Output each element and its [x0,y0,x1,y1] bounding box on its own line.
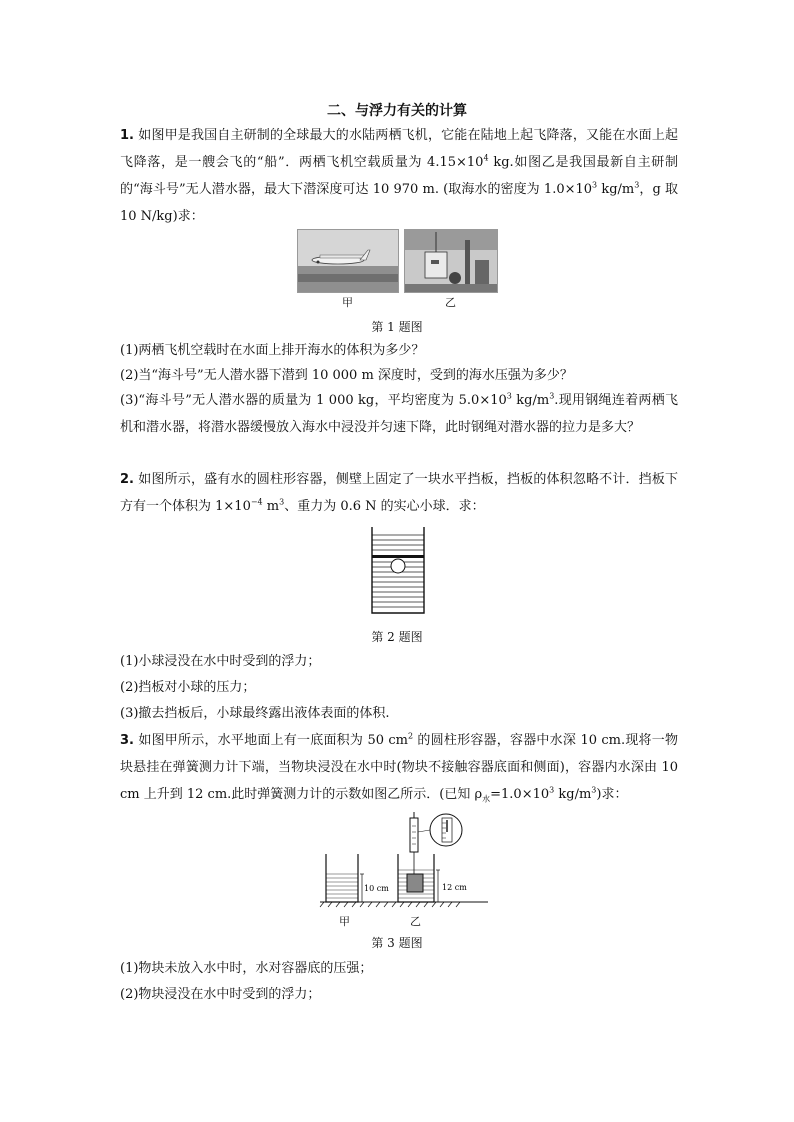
q1-caption: 第 1 题图 [371,320,423,334]
q3-number: 3. [120,733,134,748]
q3-label-yi: 乙 [410,915,421,928]
q3-label-12cm: 12 cm [442,883,467,892]
q1-sub1: (1)两栖飞机空载时在水面上排开海水的体积为多少？ [120,343,425,358]
section-title: 二、与浮力有关的计算 [327,103,467,119]
q3-sub2: (2)物块浸没在水中时受到的浮力； [120,987,321,1002]
submersible-photo [404,229,498,293]
q2-sub2: (2)挡板对小球的压力； [120,680,256,695]
q3-stem: 3. 如图甲所示，水平地面上有一底面积为 50 $cm^2$ 的圆柱形容器，容器中水深 10 cm.现将一物块悬挂在弹簧测力计下端，当物块浸没在水中时(物块不接触容器底面和侧面)，容器内水深由 10 cm 上升到 12 cm.此时弹簧测力计的示数如图乙所示．(已知 $\rho_水=1.0\times 10^3$ $kg/m^3$)求： [120,731,678,804]
q1-sub3: (3)“海斗号”无人潜水器的质量为 1 000 kg，平均密度为 $5.0\times 10^3$ $kg/m^3$.现用钢绳连着两栖飞机和潜水器，将潜水器缓慢放入海水中浸没并匀速下降，此时钢绳对潜水器的拉力是多大？ [120,391,678,435]
q3-caption: 第 3 题图 [371,936,423,950]
q3-label-10cm: 10 cm [364,884,389,893]
q3-sub1: (1)物块未放入水中时，水对容器底的压强； [120,961,373,976]
amphibious-plane-image [298,230,398,292]
q3-figure [318,812,494,912]
q2-caption: 第 2 题图 [371,630,423,644]
q2-sub3: (3)撤去挡板后，小球最终露出液体表面的体积. [120,706,390,721]
q1-stem: 1. 如图甲是我国自主研制的全球最大的水陆两栖飞机，它能在陆地上起飞降落，又能在水面上起飞降落，是一艘会飞的“船”．两栖飞机空载质量为 $4.15\times 10^4$ kg.如图乙是我国最新自主研制的“海斗号”无人潜水器，最大下潜深度可达 10 970 m. (取海水的密度为 $1.0\times 10^3$ $kg/m^3$，g 取 10 N/kg)求： [120,128,678,224]
q2-stem: 2. 如图所示，盛有水的圆柱形容器，侧壁上固定了一块水平挡板，挡板的体积忽略不计．挡板下方有一个体积为 $1\times 10^{-4}$ $m^3$、重力为 0.6 N 的实心小球．求： [120,472,678,514]
q2-sub1: (1)小球浸没在水中时受到的浮力； [120,654,321,669]
q3-label-jia: 甲 [339,915,350,928]
q2-number: 2. [120,472,134,487]
submersible-image [405,230,497,292]
q1-number: 1. [120,128,134,143]
q2-container-figure [360,525,436,621]
q1-label-yi: 乙 [445,296,456,309]
amphibious-plane-photo [297,229,399,293]
q1-sub2: (2)当“海斗号”无人潜水器下潜到 10 000 m 深度时，受到的海水压强为多少？ [120,368,573,383]
q1-label-jia: 甲 [342,296,353,309]
